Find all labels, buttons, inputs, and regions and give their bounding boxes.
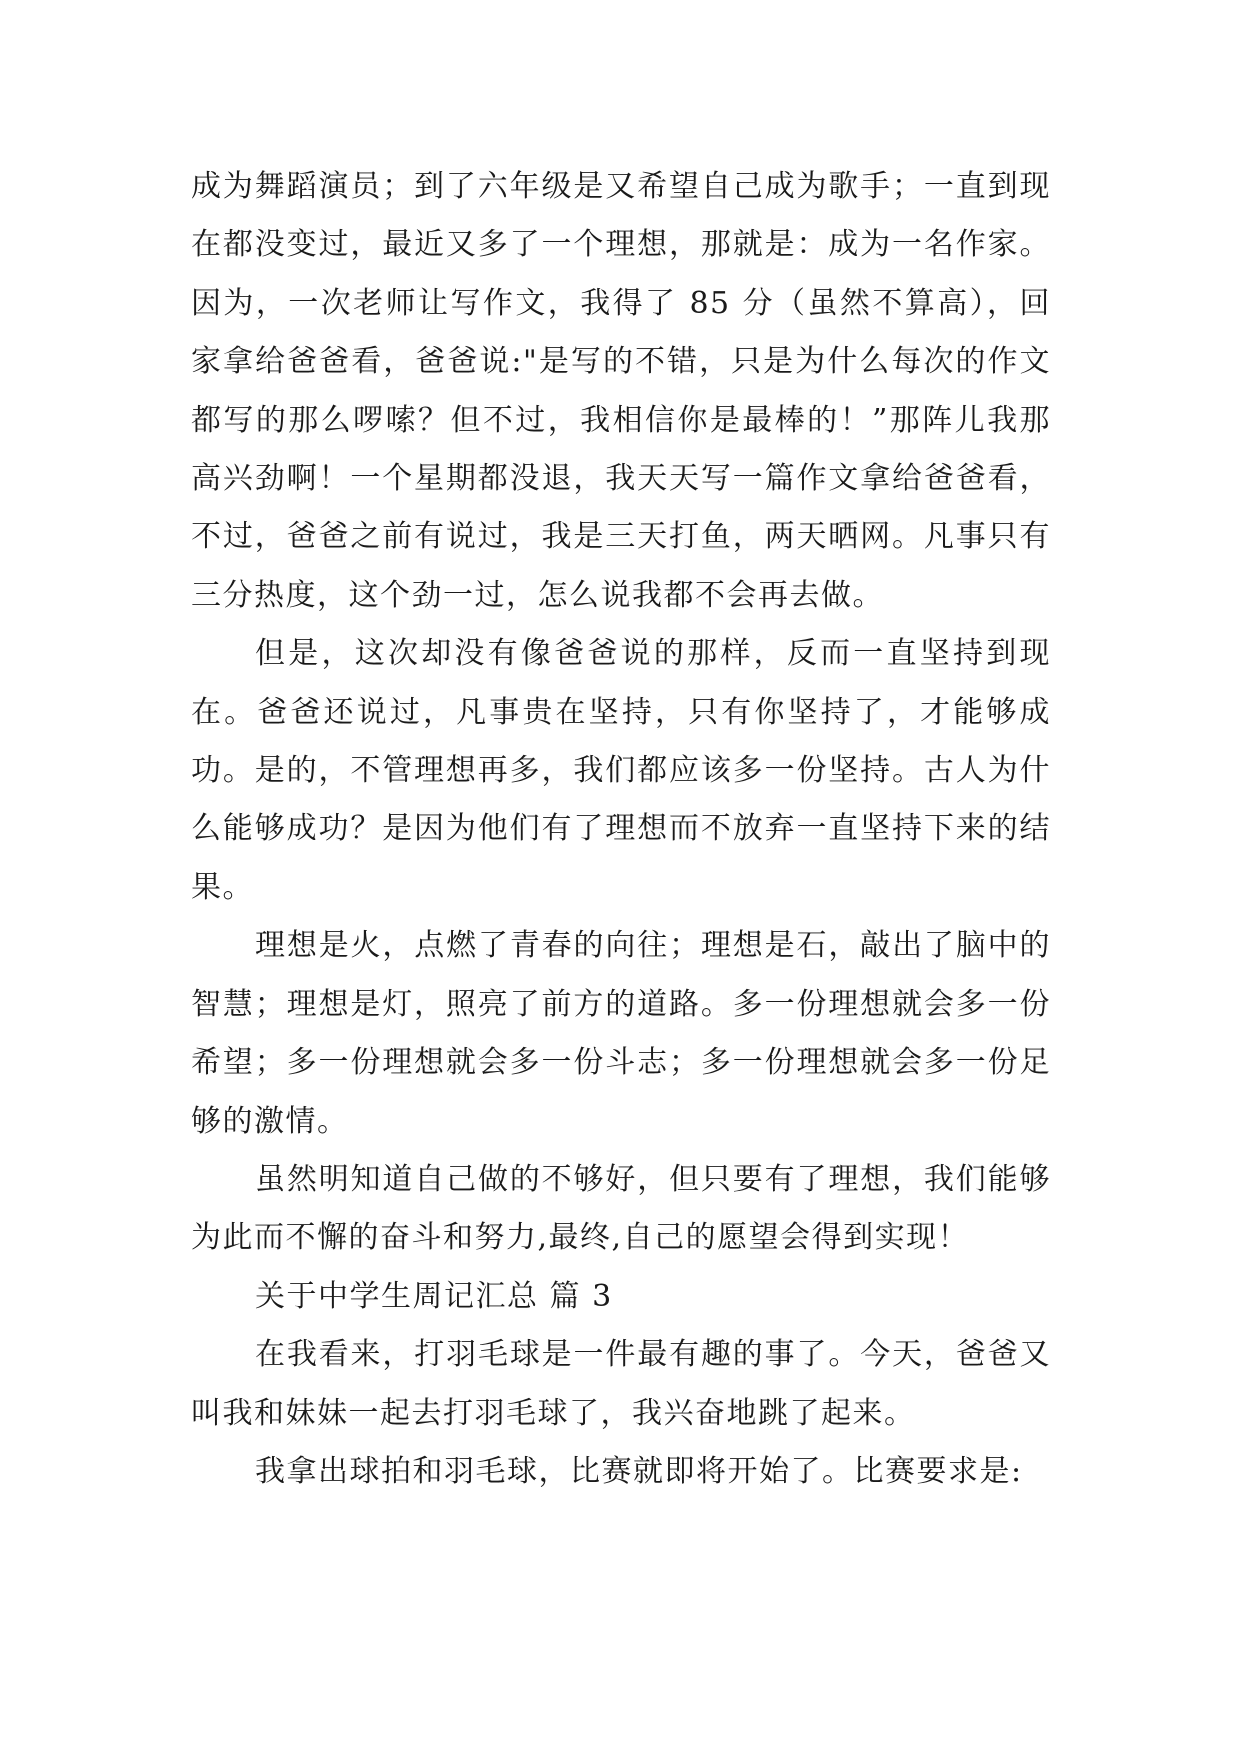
paragraph-4: 虽然明知道自己做的不够好，但只要有了理想，我们能够为此而不懈的奋斗和努力,最终,自己的愿望会得到实现！	[191, 1161, 1051, 1256]
section-heading: 关于中学生周记汇总 篇 3	[255, 1278, 613, 1314]
paragraph-6: 我拿出球拍和羽毛球，比赛就即将开始了。比赛要求是:	[255, 1453, 1023, 1489]
paragraph-3: 理想是火，点燃了青春的向往；理想是石，敲出了脑中的智慧；理想是灯，照亮了前方的道路。多一份理想就会多一份希望；多一份理想就会多一份斗志；多一份理想就会多一份足够的激情。	[191, 928, 1051, 1139]
document-body	[191, 158, 1051, 1501]
paragraph-1: 成为舞蹈演员；到了六年级是又希望自己成为歌手；一直到现在都没变过，最近又多了一个理想，那就是：成为一名作家。因为，一次老师让写作文，我得了 85 分（虽然不算高），回家拿给爸爸看，爸爸说:"是写的不错，只是为什么每次的作文都写的那么啰嗦？但不过，我相信你是最棒的！”那阵儿我那高兴劲啊！一个星期都没退，我天天写一篇作文拿给爸爸看，不过，爸爸之前有说过，我是三天打鱼，两天晒网。凡事只有三分热度，这个劲一过，怎么说我都不会再去做。	[191, 169, 1051, 613]
paragraph-5: 在我看来，打羽毛球是一件最有趣的事了。今天，爸爸又叫我和妹妹一起去打羽毛球了，我兴奋地跳了起来。	[191, 1337, 1051, 1431]
paragraph-2: 但是，这次却没有像爸爸说的那样，反而一直坚持到现在。爸爸还说过，凡事贵在坚持，只有你坚持了，才能够成功。是的，不管理想再多，我们都应该多一份坚持。古人为什么能够成功？是因为他们有了理想而不放弃一直坚持下来的结果。	[191, 636, 1051, 905]
